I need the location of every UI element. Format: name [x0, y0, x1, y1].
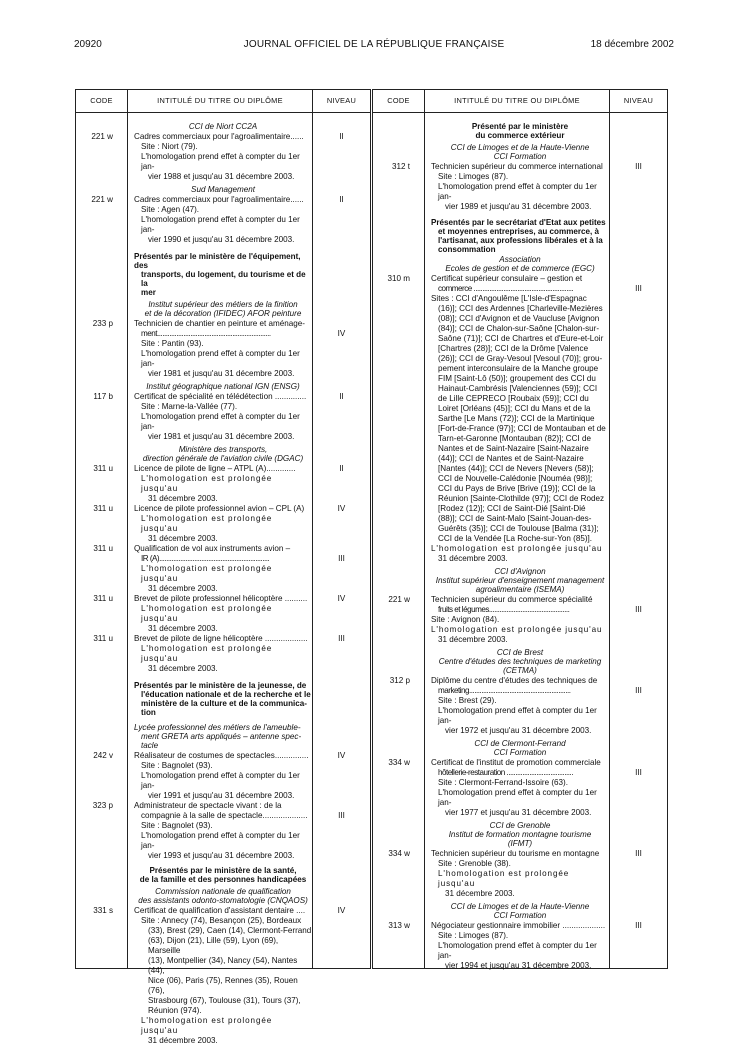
- table-row: 311 u III Qualification de vol aux instruments avion – IR (A)............................................................... L'homologation est prolongée jusqu'au 31 décembre 2003.: [93, 544, 345, 593]
- journal-title: JOURNAL OFFICIEL DE LA RÉPUBLIQUE FRANÇAISE: [243, 39, 505, 50]
- table-row: 310 m III Certificat supérieur consulaire – gestion et commerce ......................................................... Sites : CCI d'Angoulême [L'Isle-d'Espagnac (16)]; CCI des Ardennes [Charleville-Mezières (08)]; CCI d'Avignon et de Vaucluse [Avignon (84)]; CCI de Chalon-sur-Saône [Chalon-sur- Saône (71)]; CCI de Chartres et d'Eure-et-Loir [Chartres (28)]; CCI de la Drôme [Valence (26)]; CCI de Gray-Vesoul [Vesoul (70)]; grou- pement interconsulaire de la Manche groupe FIM [Saint-Lô (50)]; groupement des CCI du Hainaut-Cambrésis [Valenciennes (59)]; CCI de Lille CEPRECO [Roubaix (59)]; CCI du Loiret [Orléans (45)]; CCI du Mans et de la Sarthe [Le Mans (72)]; CCI de la Martinique [Fort-de-France (97)]; CCI de Montauban et de Tarn-et-Garonne [Montauban (82)]; CCI de Nantes et de Saint-Nazaire [Saint-Nazaire (44)]; CCI de Nantes et de Saint-Nazaire [Nantes (44)]; CCI de Nevers [Nevers (58)]; CCI de Nouvelle-Calédonie [Nouméa (98)]; CCI du Pays de Brive [Brive (19)]; CCI de la Réunion [Sainte-Clothilde (97)]; CCI de Rodez [Rodez (12)]; CCI de Saint-Dié [Saint-Dié (88)]; CCI de Saint-Malo [Saint-Jouan-des- Guérêts (35)]; CCI de Toulouse [Balma (31)]; CCI de la Vendée [La Roche-sur-Yon (85)]. L'homologation est prolongée jusqu'au 31 décembre 2003.: [387, 274, 642, 563]
- ministry-heading: Présenté par le ministère du commerce extérieur: [471, 122, 569, 140]
- level-column-header: NIVEAU: [326, 96, 357, 105]
- ministry-heading: Présentés par le secrétariat d'Etat aux petites et moyennes entreprises, au commerce, à l'artisanat, aux professions libérales et à la consommation: [431, 218, 606, 254]
- code-column-header: CODE: [90, 96, 113, 105]
- table-row: 221 w II Cadres commerciaux pour l'agroalimentaire...... Site : Agen (47). L'homologation prend effet à compter du 1er jan- vier 1990 et jusqu'au 31 décembre 2003.: [91, 195, 344, 244]
- table-header: [373, 90, 667, 113]
- table-row: 312 p III Diplôme du centre d'études des techniques de marketing.......................................................... Site : Brest (29). L'homologation prend effet à compter du 1er jan- vier 1972 et jusqu'au 31 décembre 2003.: [389, 676, 642, 735]
- table-row: 313 w III Négociateur gestionnaire immobilier ................... Site : Limoges (87). L'homologation prend effet à compter du 1er jan- vier 1994 et jusqu'au 31 décembre 2003.: [388, 921, 642, 970]
- section-heading: CCI de Grenoble Institut de formation montagne tourisme (IFMT): [448, 821, 592, 848]
- table-row: 334 w III Technicien supérieur du tourisme en montagne Site : Grenoble (38). L'homologation est prolongée jusqu'au 31 décembre 2003.: [388, 849, 642, 898]
- table-row: 117 b II Certificat de spécialité en télédétection .............. Site : Marne-la-Vallée (77). L'homologation prend effet à compter du 1er jan- vier 1981 et jusqu'au 31 décembre 2003.: [93, 392, 344, 441]
- table-row: 311 u III Brevet de pilote de ligne hélicoptère ................... L'homologation est prolongée jusqu'au 31 décembre 2003.: [93, 634, 345, 673]
- table-row: 323 p III Administrateur de spectacle vivant : de la compagnie à la salle de spectacle.................... Site : Bagnolet (93). L'homologation prend effet à compter du 1er jan- vier 1993 et jusqu'au 31 décembre 2003.: [92, 801, 345, 860]
- section-heading: Institut géographique national IGN (ENSG): [146, 382, 300, 391]
- page-header: [74, 39, 674, 53]
- table-row: 233 p IV Technicien de chantier en peinture et aménage- ment................................................................. Site : Pantin (93). L'homologation prend effet à compter du 1er jan- vier 1981 et jusqu'au 31 décembre 2003.: [92, 319, 346, 378]
- level-column-header: NIVEAU: [623, 96, 654, 105]
- table-row: 311 u IV Brevet de pilote professionnel hélicoptère .......... L'homologation est prolongée jusqu'au 31 décembre 2003.: [93, 594, 346, 633]
- title-column-header: INTITULÉ DU TITRE OU DIPLÔME: [157, 96, 283, 105]
- section-heading: Association Ecoles de gestion et de commerce (EGC): [445, 255, 595, 273]
- publication-date: 18 décembre 2002: [590, 39, 674, 50]
- section-heading: Sud Management: [191, 185, 255, 194]
- table-row: 311 u II Licence de pilote de ligne – ATPL (A)............. L'homologation est prolongée jusqu'au 31 décembre 2003.: [93, 464, 344, 503]
- section-heading: Ministère des transports, direction générale de l'aviation civile (DGAC): [142, 445, 304, 463]
- table-row: 221 w II Cadres commerciaux pour l'agroalimentaire...... Site : Niort (79). L'homologation prend effet à compter du 1er jan- vier 1988 et jusqu'au 31 décembre 2003.: [91, 132, 344, 181]
- section-heading: CCI de Limoges et de la Haute-Vienne CCI Formation: [450, 902, 590, 920]
- section-heading: Commission nationale de qualification des assistants odonto-stomatologie (CNQAOS): [138, 887, 308, 905]
- section-heading: CCI de Limoges et de la Haute-Vienne CCI Formation: [450, 143, 590, 161]
- page-number: 20920: [74, 39, 102, 50]
- table-row: 311 u IV Licence de pilote professionnel avion – CPL (A) L'homologation est prolongée jusqu'au 31 décembre 2003.: [93, 504, 346, 543]
- table-header: [76, 90, 370, 113]
- ministry-heading: Présentés par le ministère de la santé, de la famille et des personnes handicapées: [139, 866, 307, 884]
- ministry-heading: Présentés par le ministère de l'équipement, des transports, du logement, du tourisme et de la mer: [134, 252, 306, 297]
- ministry-heading: Présentés par le ministère de la jeunesse, de l'éducation nationale et de la recherche et le ministère de la culture et de la communica- tion: [134, 681, 311, 717]
- section-heading: Lycée professionnel des métiers de l'ameuble- ment GRETA arts appliqués – antenne spec- tacle: [134, 723, 302, 750]
- table-row: 334 w III Certificat de l'institut de promotion commerciale hôtellerie-restauration ...................................... Site : Clermont-Ferrand-Issoire (63). L'homologation prend effet à compter du 1er jan- vier 1977 et jusqu'au 31 décembre 2003.: [388, 758, 642, 817]
- section-heading: CCI de Brest Centre d'études des techniques de marketing (CETMA): [438, 648, 602, 675]
- table-row: 221 w III Technicien supérieur du commerce spécialité fruits et légumes.............................................. Site : Avignon (84). L'homologation est prolongée jusqu'au 31 décembre 2003.: [388, 595, 642, 644]
- table-row: 312 t III Technicien supérieur du commerce international Site : Limoges (87). L'homologation prend effet à compter du 1er jan- vier 1989 et jusqu'au 31 décembre 2003.: [391, 162, 642, 211]
- title-column-header: INTITULÉ DU TITRE OU DIPLÔME: [454, 96, 580, 105]
- table-row: 331 s IV Certificat de qualification d'assistant dentaire .... Site : Annecy (74), Besançon (25), Bordeaux (33), Brest (29), Caen (14), Clermont-Ferrand (63), Dijon (21), Lille (59), Lyon (69), Marseille (13), Montpellier (34), Nancy (54), Nantes (44), Nice (06), Paris (75), Rennes (35), Rouen (76), Strasbourg (67), Toulouse (31), Tours (37), Réunion (974). L'homologation est prolongée jusqu'au 31 décembre 2003.: [93, 906, 346, 1045]
- code-column-header: CODE: [387, 96, 410, 105]
- section-heading: CCI de Clermont-Ferrand CCI Formation: [474, 739, 566, 757]
- section-heading: Institut supérieur des métiers de la finition et de la décoration (IFIDEC) AFOR peinture: [144, 300, 302, 318]
- section-heading: CCI de Niort CC2A: [188, 122, 258, 131]
- right-table: [372, 89, 668, 969]
- table-row: 242 v IV Réalisateur de costumes de spectacles............... Site : Bagnolet (93). L'homologation prend effet à compter du 1er jan- vier 1991 et jusqu'au 31 décembre 2003.: [93, 751, 346, 800]
- section-heading: CCI d'Avignon Institut supérieur d'enseignement management agroalimentaire (ISEMA): [435, 567, 605, 594]
- left-table: [75, 89, 371, 1045]
